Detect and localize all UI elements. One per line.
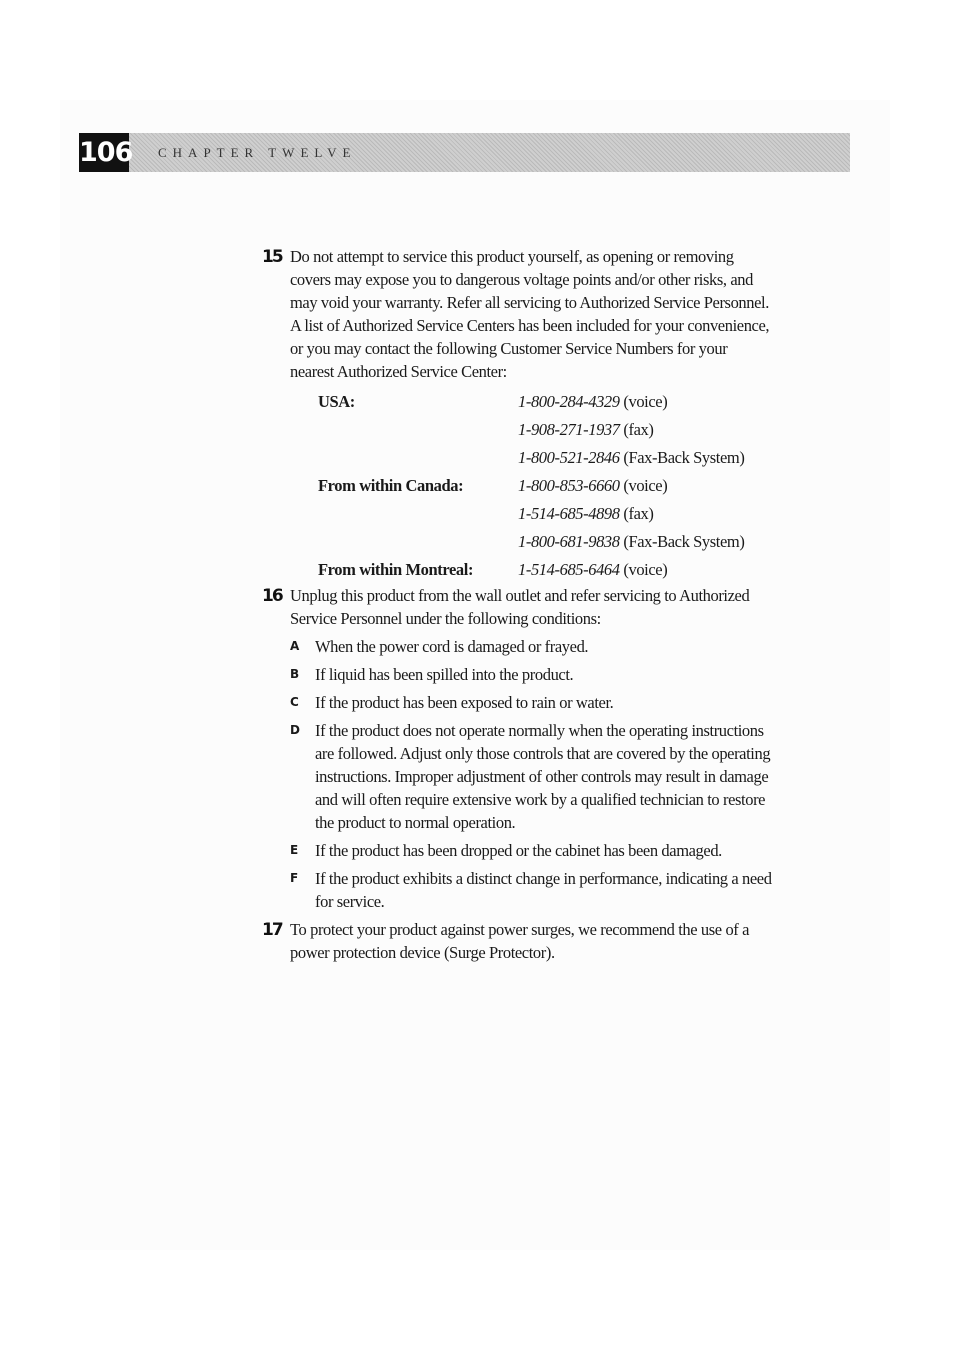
region-label — [318, 444, 518, 472]
condition-item — [290, 691, 772, 714]
region-label: From within Montreal: — [318, 560, 474, 579]
phone-row — [318, 556, 772, 584]
phone-type: (Fax-Back System) — [623, 532, 745, 551]
phone-row — [318, 500, 772, 528]
item-number: 16 — [262, 586, 282, 606]
region-label — [318, 500, 518, 528]
instruction-15 — [262, 245, 772, 584]
condition-letter: B — [290, 667, 299, 681]
item-text: Do not attempt to service this product yourself, as opening or removing covers may expose you to dangerous voltage points and/or other risks, and may void your warranty. Refer all servicing to Authorized Service Personnel. A list of Authorized Service Centers has been included for your convenience, or you may contact the following Customer Service Numbers for your nearest Authorized Service Center: — [290, 247, 770, 381]
item-text: Unplug this product from the wall outlet and refer servicing to Authorized Service Personnel under the following conditions: — [290, 586, 750, 628]
phone-type: (fax) — [623, 420, 654, 439]
item-text: To protect your product against power surges, we recommend the use of a power protection device (Surge Protector). — [290, 920, 750, 962]
phone-number: 1-514-685-4898 — [518, 504, 620, 523]
phone-row — [318, 444, 772, 472]
region-label — [318, 416, 518, 444]
condition-letter: C — [290, 695, 299, 709]
phone-type: (voice) — [623, 476, 668, 495]
phone-type: (Fax-Back System) — [623, 448, 745, 467]
condition-letter: D — [290, 723, 300, 737]
condition-item — [290, 839, 772, 862]
region-label: USA: — [318, 392, 355, 411]
condition-text: If the product has been dropped or the cabinet has been damaged. — [315, 841, 722, 860]
phone-number: 1-908-271-1937 — [518, 420, 620, 439]
phone-number: 1-800-521-2846 — [518, 448, 620, 467]
phone-row — [318, 388, 772, 416]
phone-number: 1-800-284-4329 — [518, 392, 620, 411]
condition-letter: E — [290, 843, 298, 857]
condition-text: If the product has been exposed to rain or water. — [315, 693, 614, 712]
safety-instructions — [262, 245, 772, 964]
phone-number: 1-800-681-9838 — [518, 532, 620, 551]
condition-text: If liquid has been spilled into the product. — [315, 665, 574, 684]
phone-type: (voice) — [623, 392, 668, 411]
phone-type: (voice) — [623, 560, 668, 579]
condition-text: If the product does not operate normally when the operating instructions are followed. Adjust only those controls that are covered by the operating instructions. Improper adjustment of other controls may result in damage and will often require extensive work by a qualified technician to restore the product to normal operation. — [315, 721, 771, 832]
condition-text: If the product exhibits a distinct change in performance, indicating a need for service. — [315, 869, 772, 911]
phone-table — [318, 388, 772, 584]
chapter-title: CHAPTER TWELVE — [158, 145, 357, 160]
instruction-16 — [262, 584, 772, 913]
item-number: 17 — [262, 920, 282, 940]
condition-item — [290, 719, 772, 834]
region-label — [318, 528, 518, 556]
phone-row — [318, 528, 772, 556]
condition-letter: A — [290, 639, 299, 653]
item-number: 15 — [262, 247, 282, 267]
page-number: 106 — [79, 133, 129, 172]
region-label: From within Canada: — [318, 476, 464, 495]
condition-item — [290, 663, 772, 686]
condition-list — [290, 635, 772, 913]
phone-number: 1-514-685-6464 — [518, 560, 620, 579]
condition-item — [290, 867, 772, 913]
phone-row — [318, 472, 772, 500]
phone-row — [318, 416, 772, 444]
phone-type: (fax) — [623, 504, 654, 523]
condition-text: When the power cord is damaged or frayed. — [315, 637, 589, 656]
phone-number: 1-800-853-6660 — [518, 476, 620, 495]
instruction-17 — [262, 918, 772, 964]
condition-item — [290, 635, 772, 658]
condition-letter: F — [290, 871, 298, 885]
